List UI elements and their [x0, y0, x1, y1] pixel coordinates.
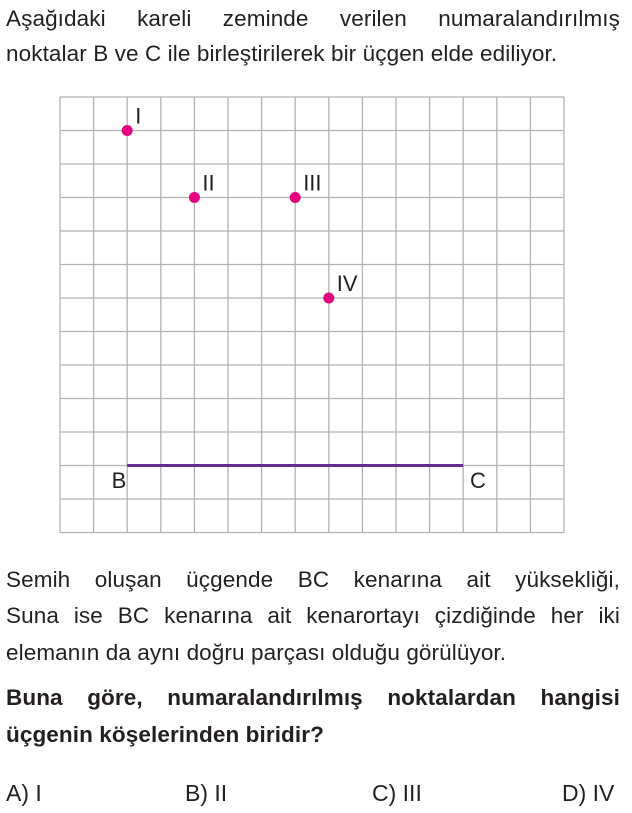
label-b: B: [111, 468, 127, 493]
point-ii-dot: [189, 192, 200, 203]
point-ii-label: II: [202, 170, 215, 196]
option-b[interactable]: B) II: [185, 780, 228, 806]
option-d[interactable]: D) IV: [562, 780, 615, 806]
intro-line-2: noktalar B ve C ile birleştirilerek bir üçgen elde ediliyor.: [6, 41, 558, 66]
question-line-1: Buna göre, numaralandırılmış noktalardan hangisi: [6, 685, 620, 710]
label-c: C: [470, 468, 486, 493]
point-i-label: I: [135, 103, 142, 129]
point-i-dot: [122, 125, 133, 136]
points-layer: [122, 104, 358, 304]
question-line-2: üçgenin köşelerinden biridir?: [6, 722, 324, 747]
option-c[interactable]: C) III: [372, 780, 422, 806]
grid-lines: [60, 97, 564, 533]
point-iv-dot: [323, 293, 334, 304]
body-line-2: Suna ise BC kenarına ait kenarortayı çizdiğinde her iki: [6, 603, 620, 628]
point-iii-label: III: [303, 170, 322, 196]
option-a[interactable]: A) I: [6, 780, 42, 806]
body-line-3: elemanın da aynı doğru parçası olduğu görülüyor.: [6, 640, 507, 665]
point-iii-dot: [290, 192, 301, 203]
intro-line-1: Aşağıdaki kareli zeminde verilen numaralandırılmış: [6, 6, 620, 31]
body-line-1: Semih oluşan üçgende BC kenarına ait yüksekliği,: [6, 567, 620, 592]
point-iv-label: IV: [336, 271, 358, 296]
